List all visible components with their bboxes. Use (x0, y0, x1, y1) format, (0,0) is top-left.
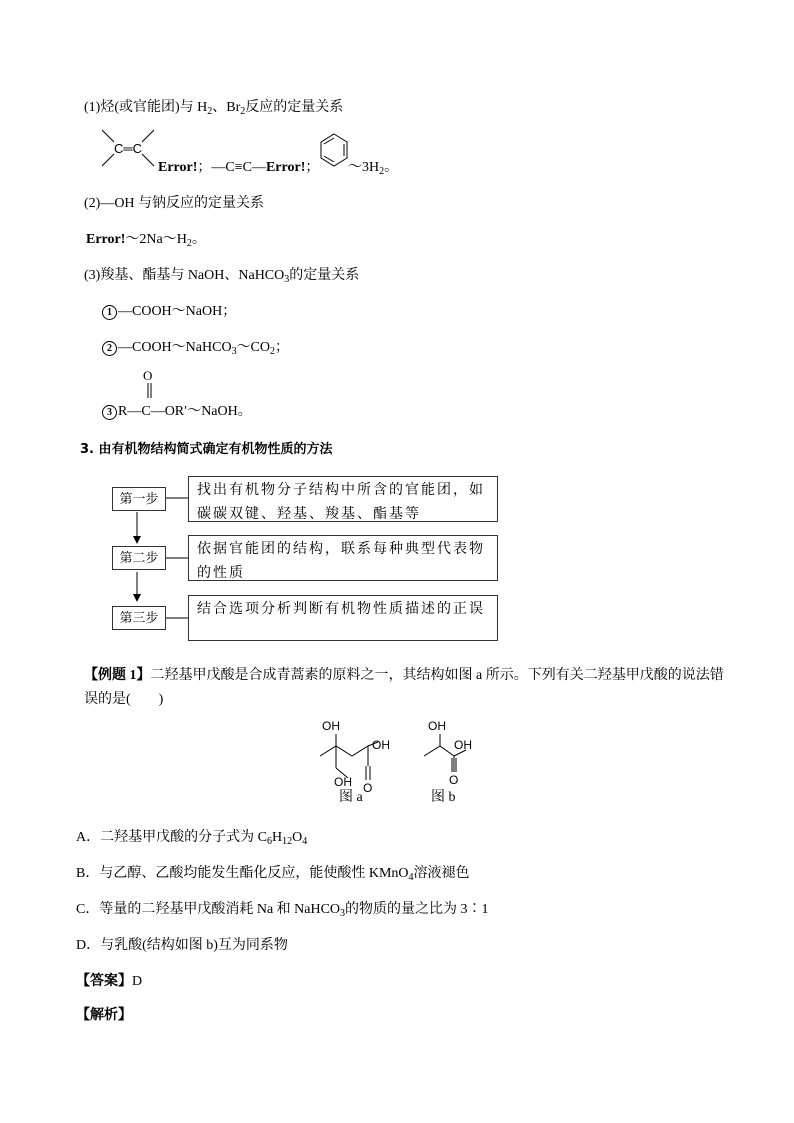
ester-carbonyl-o: O (143, 368, 153, 383)
ester-double-bond (144, 383, 156, 399)
benzene-ring (318, 132, 350, 168)
section2-title: (2)—OH 与钠反应的定量关系 (84, 196, 265, 211)
section1-relations: Error!；—C≡C—Error!； (158, 160, 320, 175)
step-3-desc: 结合选项分析判断有机物性质描述的正误 (188, 595, 498, 641)
section3-item-2: 2 $—COOH\sim NaHCO_3\sim CO_2$； (102, 336, 289, 356)
option-c: C．等量的二羟基甲戊酸消耗 Na 和 NaHCO$_3$的物质的量之比为 3∶1 (76, 902, 489, 919)
option-b: B．与乙醇、乙酸均能发生酯化反应，能使酸性 KMnO$_4$溶液褪色 (76, 866, 470, 883)
fig-a-oh-right: OH (372, 738, 390, 752)
alkene-structure (96, 126, 160, 172)
figure-b-structure (414, 716, 494, 796)
section3-title: (3)羧基、酯基与 NaOH、NaHCO$_3$的定量关系 (84, 268, 360, 285)
benzene-relation: $\sim 3H_2$。 (348, 160, 399, 177)
figure-b-caption: 图 b (431, 790, 456, 805)
example-question: 【例题 1】二羟基甲戊酸是合成青蒿素的原料之一，其结构如图 a 所示。下列有关二羟基甲戊酸的说法错误的是( ) (84, 668, 724, 707)
fig-a-oh-bottom: OH (334, 775, 352, 789)
step-2-box: 第二步 (112, 546, 166, 570)
fig-a-o: O (363, 781, 373, 795)
heading-method: 3. 由有机物结构简式确定有机物性质的方法 (80, 442, 333, 457)
option-d: D．与乳酸(结构如图 b)互为同系物 (76, 938, 288, 953)
fig-b-o: O (449, 773, 459, 787)
answer: 【答案】D (76, 974, 143, 989)
option-a: A．二羟基甲戊酸的分子式为 $C_6H_{12}O_4$ (76, 830, 308, 847)
alkene-label: C═C (114, 141, 142, 156)
step-1-box: 第一步 (112, 487, 166, 511)
fig-b-oh-right: OH (454, 738, 472, 752)
fig-b-oh-top: OH (428, 719, 446, 733)
analysis-label: 【解析】 (76, 1008, 132, 1023)
section3-item-3: 3 R—C—OR′～NaOH。 (102, 400, 252, 420)
figure-a-caption: 图 a (339, 790, 363, 805)
step-3-box: 第三步 (112, 606, 166, 630)
step-2-desc: 依据官能团的结构，联系每种典型代表物的性质 (188, 535, 498, 581)
section1-title: (1)烃(或官能团)与 $H_2$、$Br_2$反应的定量关系 (84, 100, 344, 117)
step-1-desc: 找出有机物分子结构中所含的官能团，如碳碳双键、羟基、羧基、酯基等 (188, 476, 498, 522)
section3-item-1: 1 —COOH～NaOH； (102, 300, 236, 320)
section2-relation: $Error!\sim 2Na\sim H_2$。 (86, 232, 206, 249)
fig-a-oh-top: OH (322, 719, 340, 733)
